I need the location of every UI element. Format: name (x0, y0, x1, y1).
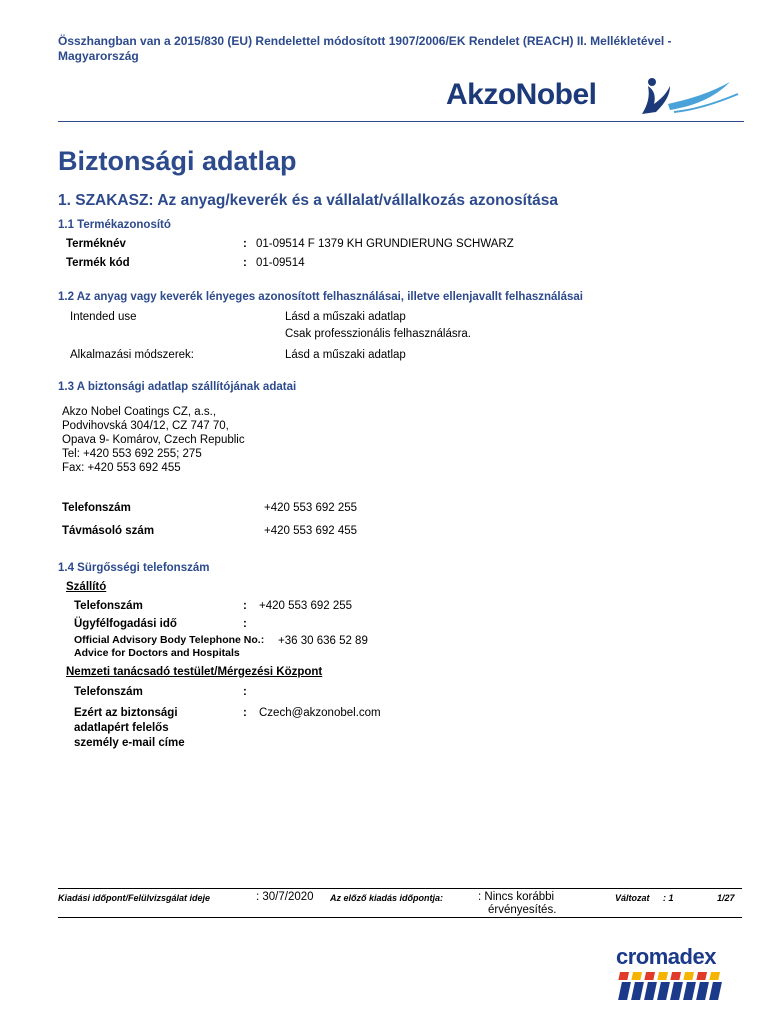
cromadex-logo (612, 944, 742, 1004)
colon: : (243, 707, 247, 719)
s1-4-heading: 1.4 Sürgősségi telefonszám (58, 562, 210, 574)
email-label-line: Ezért az biztonsági (74, 707, 178, 719)
akzonobel-logo (446, 74, 746, 122)
address-line: Fax: +420 553 692 455 (62, 462, 181, 474)
header-rule (58, 121, 744, 122)
address-line: Akzo Nobel Coatings CZ, a.s., (62, 406, 217, 418)
product-code-value: 01-09514 (256, 257, 305, 269)
colon: : (243, 686, 247, 698)
issue-date-value: : 30/7/2020 (256, 891, 314, 903)
s1-3-heading: 1.3 A biztonsági adatlap szállítójának adatai (58, 381, 297, 393)
email-label-line: adatlapért felelős (74, 722, 169, 734)
address-line: Opava 9- Komárov, Czech Republic (62, 434, 245, 446)
supplier-fax-value: +420 553 692 455 (264, 525, 358, 537)
issue-date-text: 30/7/2020 (262, 891, 314, 903)
intended-use-value: Lásd a műszaki adatlap (285, 311, 406, 323)
cromadex-text: cromadex (616, 944, 716, 969)
product-code-label: Termék kód (66, 257, 130, 269)
address-line: Podvihovská 304/12, CZ 747 70, (62, 420, 229, 432)
previous-issue-label: Az előző kiadás időpontja: (330, 893, 444, 903)
previous-issue-text-1: Nincs korábbi (484, 891, 555, 903)
service-hours-label: Ügyfélfogadási idő (74, 618, 177, 630)
product-name-value: 01-09514 F 1379 KH GRUNDIERUNG SCHWARZ (256, 238, 514, 250)
page-title: Biztonsági adatlap (58, 146, 297, 176)
version-label: Változat (615, 893, 650, 903)
responsible-email-label (74, 706, 185, 751)
product-name-colon: : (243, 238, 247, 250)
supplier-phone-label: Telefonszám (62, 502, 131, 514)
version-value: : 1 (663, 893, 674, 903)
regulation-header: Összhangban van a 2015/830 (EU) Rendelettel módosított 1907/2006/EK Rendelet (REACH) II. Mellékletével - Magyarország (58, 34, 672, 63)
previous-issue-line: : Nincs korábbi (478, 891, 555, 903)
supplier-subheading: Szállító (66, 581, 107, 593)
national-center-subheading: Nemzeti tanácsadó testület/Mérgezési Központ (66, 666, 323, 678)
supplier-address (62, 405, 245, 475)
advisory-label: Official Advisory Body Telephone No.: (74, 634, 265, 646)
logo-text: AkzoNobel (446, 78, 597, 111)
section1-heading: 1. SZAKASZ: Az anyag/keverék és a vállalat/vállalkozás azonosítása (58, 192, 558, 209)
emergency-phone-label: Telefonszám (74, 600, 143, 612)
s1-1-heading: 1.1 Termékazonosító (58, 219, 171, 231)
advice-label: Advice for Doctors and Hospitals (74, 647, 240, 659)
product-name-label: Terméknév (66, 238, 126, 250)
product-code-colon: : (243, 257, 247, 269)
professional-use-note: Csak professzionális felhasználásra. (285, 328, 472, 340)
logo-figure-icon (634, 74, 744, 122)
s1-2-heading: 1.2 Az anyag vagy keverék lényeges azonosított felhasználásai, illetve ellenjavallt felhasználásai (58, 291, 583, 303)
colon: : (243, 618, 247, 630)
page-number: 1/27 (717, 893, 735, 903)
issue-date-label: Kiadási időpont/Felülvizsgálat ideje (58, 893, 211, 903)
previous-issue-value (478, 891, 556, 917)
colon: : (243, 600, 247, 612)
emergency-phone-value: +420 553 692 255 (259, 600, 353, 612)
application-method-label: Alkalmazási módszerek: (70, 349, 194, 361)
supplier-fax-label: Távmásoló szám (62, 525, 155, 537)
previous-issue-text-2: érvényesítés. (488, 904, 557, 916)
application-method-value: Lásd a műszaki adatlap (285, 349, 406, 361)
address-line: Tel: +420 553 692 255; 275 (62, 448, 202, 460)
version-number: 1 (668, 893, 674, 903)
advisory-value: +36 30 636 52 89 (278, 635, 368, 647)
supplier-phone-value: +420 553 692 255 (264, 502, 358, 514)
national-phone-label: Telefonszám (74, 686, 143, 698)
email-label-line: személy e-mail címe (74, 737, 185, 749)
responsible-email-value: Czech@akzonobel.com (259, 707, 381, 719)
intended-use-label: Intended use (70, 311, 137, 323)
